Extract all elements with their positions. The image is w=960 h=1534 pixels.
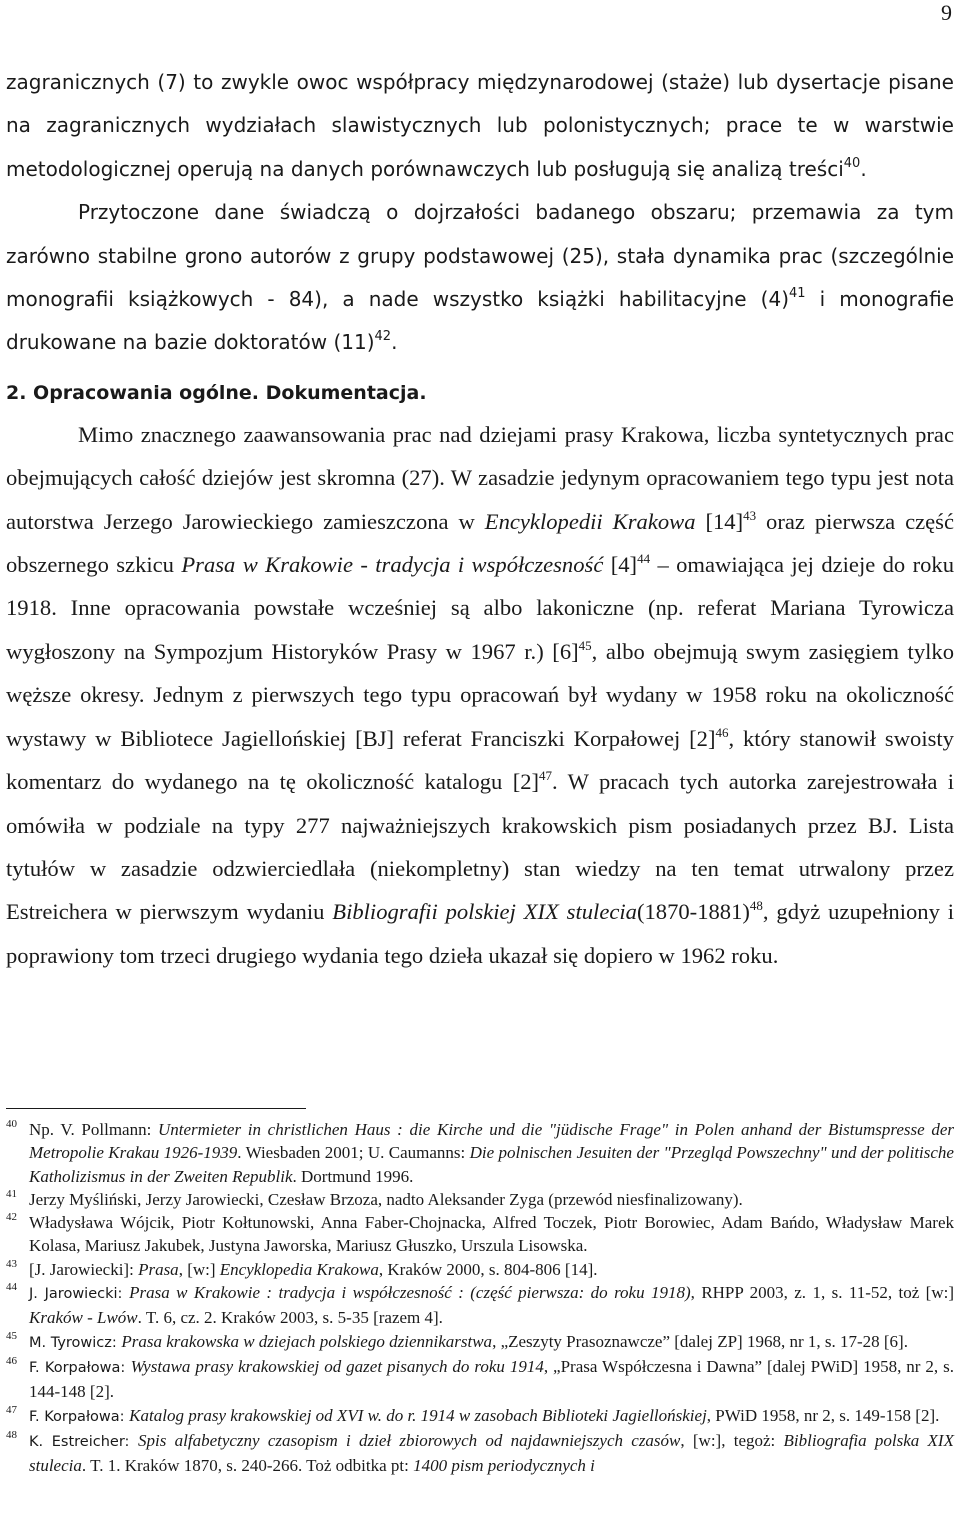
footnote-title: 1400 pism periodycznych i: [413, 1456, 595, 1476]
footnote-43: [6, 1258, 954, 1281]
p3-ref-14: [14]: [695, 508, 744, 534]
footnote-number: 48: [6, 1428, 17, 1441]
footnote-separator: [6, 1108, 306, 1109]
footnote-text: , [w:]: [178, 1259, 220, 1279]
footnote-ref-45[interactable]: 45: [578, 637, 592, 653]
p3-years: (1870-1881): [636, 899, 750, 925]
main-text: [6, 61, 954, 977]
footnote-text: , RHPP 2003, z. 1, s. 11-52, toż [w:]: [690, 1283, 955, 1303]
footnote-text: Władysława Wójcik, Piotr Kołtunowski, Anna Faber-Chojnacka, Alfred Toczek, Piotr Borowiec, Adam Bańdo, Władysław Marek Kolasa, Mariusz Jakubek, Justyna Jaworska, Mariusz Głuszko, Urszula Lisowska.: [29, 1213, 954, 1256]
p3-s2: W zasadzie jedynym opracowaniem tego typu jest nota autorstwa Jerzego Jarowieckiego zamieszczona w: [6, 465, 954, 534]
footnote-number: 44: [6, 1281, 17, 1294]
footnote-title: Wystawa prasy krakowskiej od gazet pisanych do roku 1914: [130, 1356, 544, 1376]
paragraph-2-text-b: i monografie drukowane na bazie doktoratów (11): [6, 287, 955, 355]
p3-s3: Inne opracowania powstałe wcześniej są albo lakoniczne (np. referat Mariana Tyrowicza wygłoszony na Sympozjum Historyków Prasy w 1967 r.) [6]: [6, 595, 954, 664]
footnote-number: 42: [6, 1211, 17, 1224]
footnote-title: Prasa: [138, 1259, 179, 1279]
footnote-ref-43[interactable]: 43: [743, 507, 757, 523]
footnote-text: M. Tyrowicz:: [29, 1334, 122, 1351]
footnote-number: 47: [6, 1403, 17, 1416]
footnote-text: K. Estreicher:: [29, 1433, 139, 1450]
footnote-text: [J. Jarowiecki]:: [29, 1259, 139, 1279]
p3-s2-end: – omawiająca jej dzieje do roku 1918.: [6, 552, 954, 621]
section-heading: 2. Opracowania ogólne. Dokumentacja.: [6, 381, 427, 404]
paragraph-2-end: .: [391, 330, 398, 355]
footnote-text: . T. 6, cz. 2. Kraków 2003, s. 5-35 [razem 4].: [137, 1308, 443, 1328]
footnote-46: [6, 1355, 954, 1404]
footnote-number: 41: [6, 1187, 17, 1200]
footnote-title: Encyklopedia Krakowa: [219, 1259, 379, 1279]
footnote-ref-42[interactable]: 42: [374, 329, 392, 345]
footnote-48: [6, 1429, 954, 1478]
footnote-45: [6, 1330, 954, 1355]
footnote-text: Jerzy Myśliński, Jerzy Jarowiecki, Czesław Brzoza, nadto Aleksander Zyga (przewód niesfinalizowany).: [29, 1189, 743, 1209]
footnote-ref-47[interactable]: 47: [539, 768, 553, 784]
footnotes: [6, 1118, 954, 1477]
paragraph-2-text-a: Przytoczone dane świadczą o dojrzałości badanego obszaru; przemawia za tym zarówno stabilne grono autorów z grupy podstawowej (25), stała dynamika prac (szczególnie monografii książkowych - 84), a nade wszystko książki habilitacyjne (4): [6, 200, 954, 312]
footnote-text: , [w:], tegoż:: [680, 1430, 784, 1450]
intro-end: .: [860, 156, 867, 181]
footnote-number: 45: [6, 1329, 17, 1342]
footnote-47: [6, 1404, 954, 1429]
footnote-text: Np. V. Pollmann:: [29, 1120, 158, 1139]
footnote-title: Kraków - Lwów: [29, 1308, 138, 1328]
footnote-number: 43: [6, 1257, 17, 1270]
p3-s4-mid: , który stanowił swoisty komentarz do wydanego na tę okoliczność katalogu [2]: [6, 725, 954, 795]
footnote-text: J. Jarowiecki:: [29, 1286, 130, 1303]
footnote-text: , „Zeszyty Prasoznawcze” [dalej ZP] 1968, nr 1, s. 17-28 [6].: [492, 1331, 908, 1351]
footnote-text: . T. 1. Kraków 1870, s. 240-266. Toż odbitka pt:: [81, 1456, 414, 1476]
p3-title-encyklopedia: Encyklopedii Krakowa: [484, 508, 696, 534]
p3-title-bibliografia: Bibliografii polskiej XIX stulecia: [332, 899, 637, 925]
footnote-text: , „Prasa Współczesna i Dawna” [dalej PWiD] 1958, nr 2, s. 144-148 [2].: [29, 1356, 954, 1402]
footnote-text: F. Korpałowa:: [29, 1408, 130, 1425]
footnote-text: , Kraków 2000, s. 804-806 [14].: [378, 1259, 598, 1279]
p3-s2-mid: oraz pierwsza część obszernego szkicu: [6, 508, 955, 578]
footnote-44: [6, 1281, 954, 1330]
footnote-ref-48[interactable]: 48: [749, 898, 763, 914]
p3-s4: Jednym z pierwszych tego typu opracowań był wydany w 1958 roku na okoliczność wystawy w Bibliotece Jagiellońskiej [BJ] referat Franciszki Korpałowej [2]: [6, 682, 954, 751]
footnote-title: Spis alfabetyczny czasopism i dzieł zbiorowych od najdawniejszych czasów: [138, 1430, 681, 1450]
footnote-ref-46[interactable]: 46: [715, 724, 729, 740]
footnote-text: . Dortmund 1996.: [292, 1166, 414, 1186]
p3-title-prasa: Prasa w Krakowie - tradycja i współczesność: [181, 552, 604, 578]
footnote-title: Die polnischen Jesuiten der "Przegląd Powszechny" und der politische Katholizismus in der Zweiten Republik: [29, 1143, 954, 1186]
paragraph-2: [6, 191, 954, 365]
footnote-number: 46: [6, 1354, 17, 1367]
footnote-text: . Wiesbaden 2001; U. Caumanns:: [237, 1143, 470, 1163]
footnote-ref-41[interactable]: 41: [789, 286, 806, 302]
footnote-title: Prasa krakowska w dziejach polskiego dziennikarstwa: [121, 1331, 493, 1351]
footnote-42: [6, 1211, 954, 1258]
footnote-41: [6, 1188, 954, 1211]
intro-paragraph: [6, 61, 954, 191]
footnote-title: Katalog prasy krakowskiej od XVI w. do r. 1914 w zasobach Biblioteki Jagiellońskiej: [129, 1405, 707, 1425]
footnote-40: [6, 1118, 954, 1188]
footnote-title: Untermieter in christlichen Haus : die Kirche und die "jüdische Frage" in Polen anhand der Bistumspresse der Metropolie Krakau 1926-1939: [29, 1120, 955, 1163]
footnote-text: F. Korpałowa:: [29, 1359, 131, 1376]
footnote-ref-44[interactable]: 44: [637, 551, 651, 567]
p3-ref-4: [4]: [603, 552, 638, 578]
p3-s5: W pracach tych autorka zarejestrowała i omówiła w podziale na typy 277 najważniejszych krakowskich pism posiadanych przez BJ.: [6, 769, 955, 838]
p3-s4-end: .: [552, 769, 558, 795]
footnote-text: , PWiD 1958, nr 2, s. 149-158 [2].: [706, 1405, 940, 1425]
footnote-title: Prasa w Krakowie : tradycja i współczesność : (część pierwsza: do roku 1918): [129, 1283, 691, 1303]
p3-s6-end: , gdyż uzupełniony i poprawiony tom trzeci drugiego wydania tego dzieła ukazał się dopiero w 1962 roku.: [6, 899, 954, 968]
footnote-title: Bibliografia polska XIX stulecia: [29, 1430, 954, 1476]
intro-text: zagranicznych (7) to zwykle owoc współpracy międzynarodowej (staże) lub dysertacje pisane na zagranicznych wydziałach slawistycznych lub polonistycznych; prace te w warstwie metodologicznej operują na danych porównawczych lub posługują się analizą treści: [6, 70, 954, 181]
p3-s1: Mimo znacznego zaawansowania prac nad dziejami prasy Krakowa, liczba syntetycznych prac obejmujących całość dziejów jest skromna (27).: [6, 421, 954, 491]
p3-s3-end: , albo obejmują swym zasięgiem tylko węższe okresy.: [6, 638, 954, 708]
footnote-number: 40: [6, 1118, 17, 1130]
page-number: 9: [941, 0, 952, 25]
paragraph-3: [6, 413, 954, 977]
footnote-ref-40[interactable]: 40: [843, 155, 861, 171]
p3-s6: Lista tytułów w zasadzie odzwierciedlała (niekompletny) stan wiedzy na ten temat utrwalony przez Estreichera w pierwszym wydaniu: [6, 812, 954, 925]
